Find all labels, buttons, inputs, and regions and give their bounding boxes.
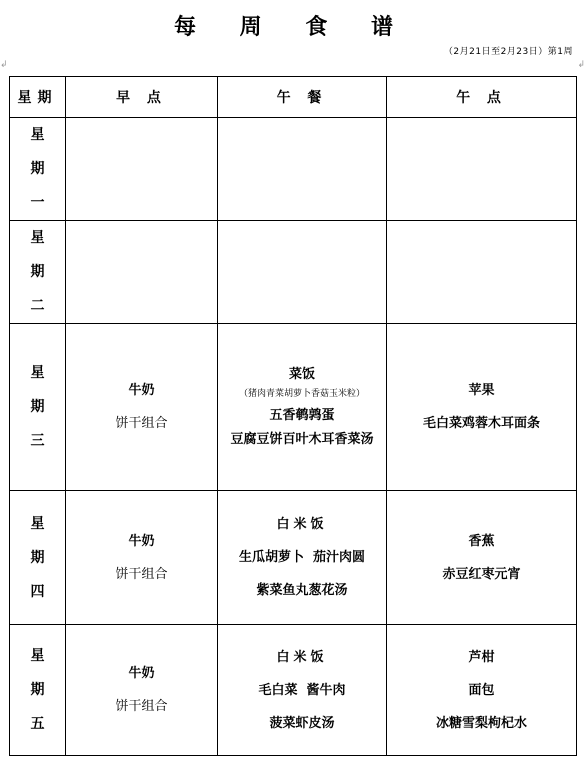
menu-item: 毛白菜 酱牛肉 (258, 682, 346, 698)
table-row (10, 221, 577, 324)
menu-item: 毛白菜鸡蓉木耳面条 (422, 416, 540, 431)
table-header-row (10, 77, 577, 118)
menu-item: 牛奶 (128, 383, 155, 398)
menu-item: 豆腐豆饼百叶木耳香菜汤 (230, 432, 374, 447)
lunch-cell (218, 118, 387, 221)
snack-cell (387, 491, 577, 625)
table-row (10, 625, 577, 756)
paragraph-mark-icon: ↲ (0, 60, 8, 70)
menu-item: 饼干组合 (115, 699, 168, 714)
lunch-cell (218, 625, 387, 756)
menu-item: 白米饭 (276, 649, 328, 665)
breakfast-cell (66, 221, 218, 324)
weekday-cell: 星 期 二 (10, 221, 66, 324)
menu-item: 牛奶 (128, 666, 155, 681)
lunch-cell (218, 221, 387, 324)
header-snack: 午 点 (387, 77, 577, 118)
header-weekday: 星期 (10, 77, 66, 118)
breakfast-cell (66, 118, 218, 221)
menu-item: 香蕉 (468, 533, 495, 549)
table-row (10, 491, 577, 625)
page-title: 每 周 食 谱 (174, 14, 411, 40)
header-breakfast: 早 点 (66, 77, 218, 118)
menu-item: 冰糖雪梨枸杞水 (435, 715, 527, 731)
menu-item: 饼干组合 (115, 566, 168, 582)
menu-item: 牛奶 (128, 533, 155, 549)
menu-item: 五香鹌鹑蛋 (269, 408, 335, 423)
snack-cell (387, 625, 577, 756)
menu-item-note: （猪肉青菜胡萝卜香菇玉米粒） (238, 389, 365, 399)
menu-item: 面包 (468, 682, 495, 698)
menu-item: 菠菜虾皮汤 (269, 715, 335, 731)
menu-item: 赤豆红枣元宵 (442, 566, 521, 582)
weekday-cell: 星 期 四 (10, 491, 66, 625)
lunch-cell (218, 324, 387, 491)
date-range-subtitle: （2月21日至2月23日）第1周 (443, 47, 573, 57)
breakfast-cell (66, 491, 218, 625)
breakfast-cell (66, 625, 218, 756)
table-row (10, 118, 577, 221)
weekday-cell: 星 期 三 (10, 324, 66, 491)
menu-item: 菜饭 (288, 367, 315, 382)
weekday-cell: 星 期 一 (10, 118, 66, 221)
paragraph-mark-icon: ↲ (577, 60, 585, 70)
weekday-cell: 星 期 五 (10, 625, 66, 756)
header-lunch: 午 餐 (218, 77, 387, 118)
menu-item: 饼干组合 (115, 416, 168, 431)
menu-item: 生瓜胡萝卜 茄汁肉圆 (238, 550, 366, 565)
breakfast-cell (66, 324, 218, 491)
menu-item: 苹果 (468, 383, 495, 398)
menu-item: 芦柑 (468, 649, 495, 665)
weekly-menu-table (9, 76, 577, 756)
table-row (10, 324, 577, 491)
lunch-cell (218, 491, 387, 625)
menu-item: 白米饭 (276, 517, 328, 532)
snack-cell (387, 324, 577, 491)
snack-cell (387, 118, 577, 221)
snack-cell (387, 221, 577, 324)
menu-item: 紫菜鱼丸葱花汤 (256, 583, 348, 598)
